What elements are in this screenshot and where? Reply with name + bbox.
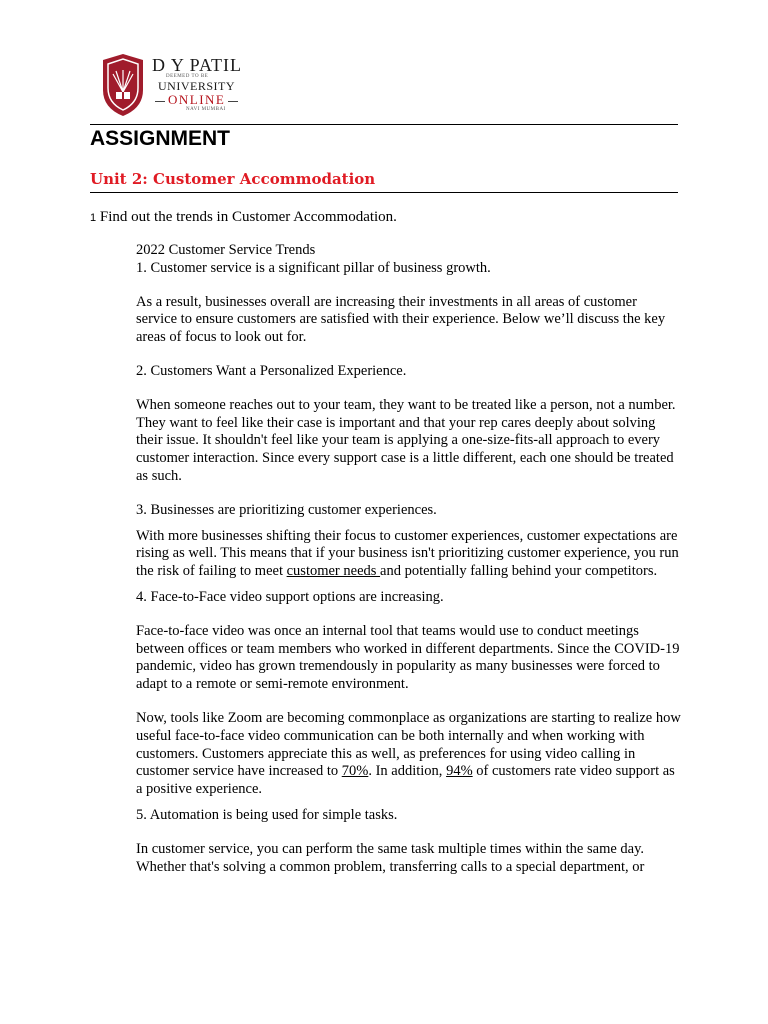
header-rule-top xyxy=(90,124,678,125)
logo-online: ONLINE xyxy=(152,93,242,107)
paragraph-5: Now, tools like Zoom are becoming commonplace as organizations are starting to realize how useful face-to-face video communication can be both internally and when working with customers. Customers appreciate this as well, as preferences for using video calling in customer service have increased to 70%. In addition, 94% of customers rate video support as a positive experience. xyxy=(136,709,681,798)
logo-name: D Y PATIL xyxy=(152,55,243,75)
trend-title-2: 2. Customers Want a Personalized Experience. xyxy=(136,362,407,379)
shield-icon xyxy=(100,52,146,118)
question-number: 1 xyxy=(90,212,97,224)
trend-title-1: 1. Customer service is a significant pillar of business growth. xyxy=(136,259,491,276)
trend-title-3: 3. Businesses are prioritizing customer experiences. xyxy=(136,501,437,518)
question-text: Find out the trends in Customer Accommodation. xyxy=(96,209,397,225)
answer-body xyxy=(136,242,681,876)
paragraph-2: When someone reaches out to your team, they want to be treated like a person, not a number. They want to feel like their case is important and that your rep cares deeply about solving their issue. It shouldn't feel like your team is applying a one-size-fits-all approach to every customer interaction. Since every support case is a little different, each one should be treated as such. xyxy=(136,396,676,484)
trend-title-4: 4. Face-to-Face video support options are increasing. xyxy=(136,588,444,605)
customer-needs-link[interactable]: customer needs xyxy=(286,563,381,580)
header-rule-bottom xyxy=(90,192,678,193)
logo-tagline: DEEMED TO BE xyxy=(166,74,209,79)
paragraph-6: In customer service, you can perform the same task multiple times within the same day. Whether that's solving a common problem, transferring calls to a special department, or xyxy=(136,840,645,875)
logo-university: UNIVERSITY xyxy=(158,79,235,93)
paragraph-1: As a result, businesses overall are increasing their investments in all areas of customer service to ensure customers are satisfied with their experience. Below we’ll discuss the key areas of focus to look out for. xyxy=(136,293,666,346)
logo-city: NAVI MUMBAI xyxy=(186,107,226,112)
logo-text xyxy=(152,56,242,113)
paragraph-3: With more businesses shifting their focus to customer experiences, customer expectations are rising as well. This means that if your business isn't prioritizing customer experience, you run the risk of failing to meet customer needs and potentially falling behind your competitors. xyxy=(136,527,679,580)
trend-title-5: 5. Automation is being used for simple tasks. xyxy=(136,806,398,823)
percent-70-link[interactable]: 70% xyxy=(341,763,369,780)
university-logo xyxy=(100,52,260,120)
answer-heading: 2022 Customer Service Trends xyxy=(136,242,316,258)
question-item xyxy=(90,209,397,226)
page-title: ASSIGNMENT xyxy=(90,127,231,150)
unit-heading: Unit 2: Customer Accommodation xyxy=(90,170,376,188)
percent-94-link[interactable]: 94% xyxy=(446,763,473,780)
paragraph-4: Face-to-face video was once an internal tool that teams would use to conduct meetings between offices or team members who worked in different departments. Since the COVID-19 pandemic, video has grown tremendously in popularity as many businesses were forced to adapt to a remote or semi-remote environment. xyxy=(136,622,680,693)
